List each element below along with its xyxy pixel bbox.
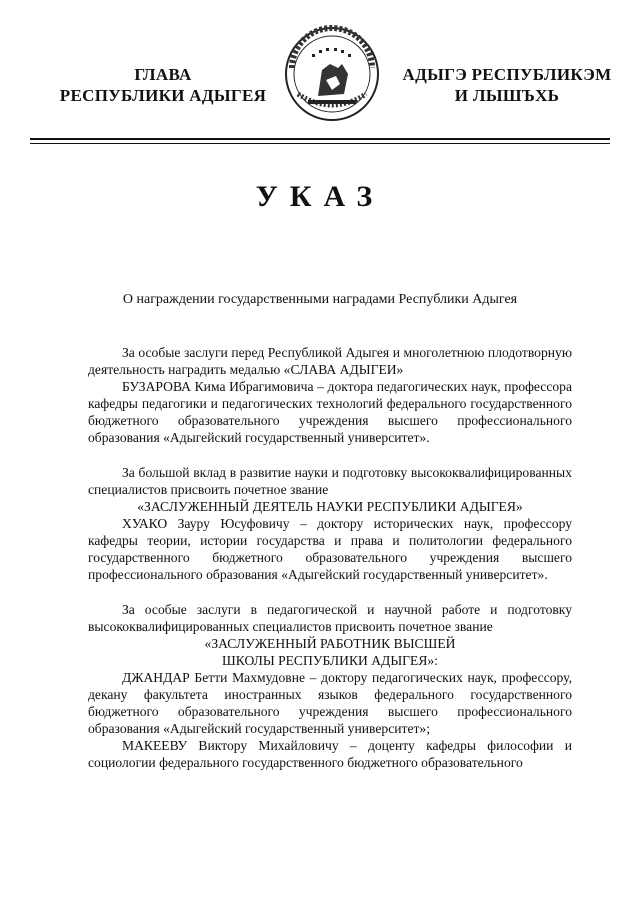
section-1-person-1: БУЗАРОВА Кима Ибрагимовича – доктора педагогических наук, профессора кафедры педагогики и педагогических технологий федерального государственного бюджетного образовательного учреждения высшего профессионального образования «Адыгейский государственный университет». (88, 379, 572, 445)
header-right-line2: И ЛЫШЪХЬ (454, 86, 560, 105)
section-1-intro: За особые заслуги перед Республикой Адыгея и многолетнюю плодотворную деятельность наградить медалью «СЛАВА АДЫГЕИ» (88, 345, 572, 377)
document-subject: О награждении государственными наградами Республики Адыгея (122, 292, 518, 307)
header-left (48, 64, 278, 106)
section-2-award: «ЗАСЛУЖЕННЫЙ ДЕЯТЕЛЬ НАУКИ РЕСПУБЛИКИ АДЫГЕЯ» (137, 499, 523, 514)
section-2-intro: За большой вклад в развитие науки и подготовку высококвалифицированных специалистов присвоить почетное звание (88, 465, 572, 497)
section-3-person-2: МАКЕЕВУ Виктору Михайловичу – доценту кафедры философии и социологии федерального государственного бюджетного образовательного (88, 738, 572, 770)
header-right-line1: АДЫГЭ РЕСПУБЛИКЭМ (402, 65, 612, 84)
coat-of-arms-emblem-icon (278, 24, 386, 124)
header-right (392, 64, 622, 106)
section-2-person-1: ХУАКО Зауру Юсуфовичу – доктору исторических наук, профессору кафедры теории, истории государства и права и политологии федерального государственного бюджетного образовательного учреждения высшего профессионального образования «Адыгейский государственный университет». (88, 516, 572, 582)
header-rule-thin (30, 143, 610, 144)
section-3-person-1: ДЖАНДАР Бетти Махмудовне – доктору педагогических наук, профессору, декану факультета иностранных языков федерального государственного бюджетного образовательного учреждения высшего профессионального образования «Адыгейский государственный университет»; (88, 670, 572, 736)
header-left-line1: ГЛАВА (134, 65, 192, 84)
section-3-intro: За особые заслуги в педагогической и научной работе и подготовку высококвалифицированных специалистов присвоить почетное звание (88, 602, 572, 634)
document-title: УКАЗ (255, 180, 385, 213)
header-left-line2: РЕСПУБЛИКИ АДЫГЕЯ (59, 86, 267, 105)
header-rule-thick (30, 138, 610, 140)
document-body (88, 344, 572, 771)
section-3-award: «ЗАСЛУЖЕННЫЙ РАБОТНИК ВЫСШЕЙ ШКОЛЫ РЕСПУБЛИКИ АДЫГЕЯ»: (204, 636, 456, 668)
